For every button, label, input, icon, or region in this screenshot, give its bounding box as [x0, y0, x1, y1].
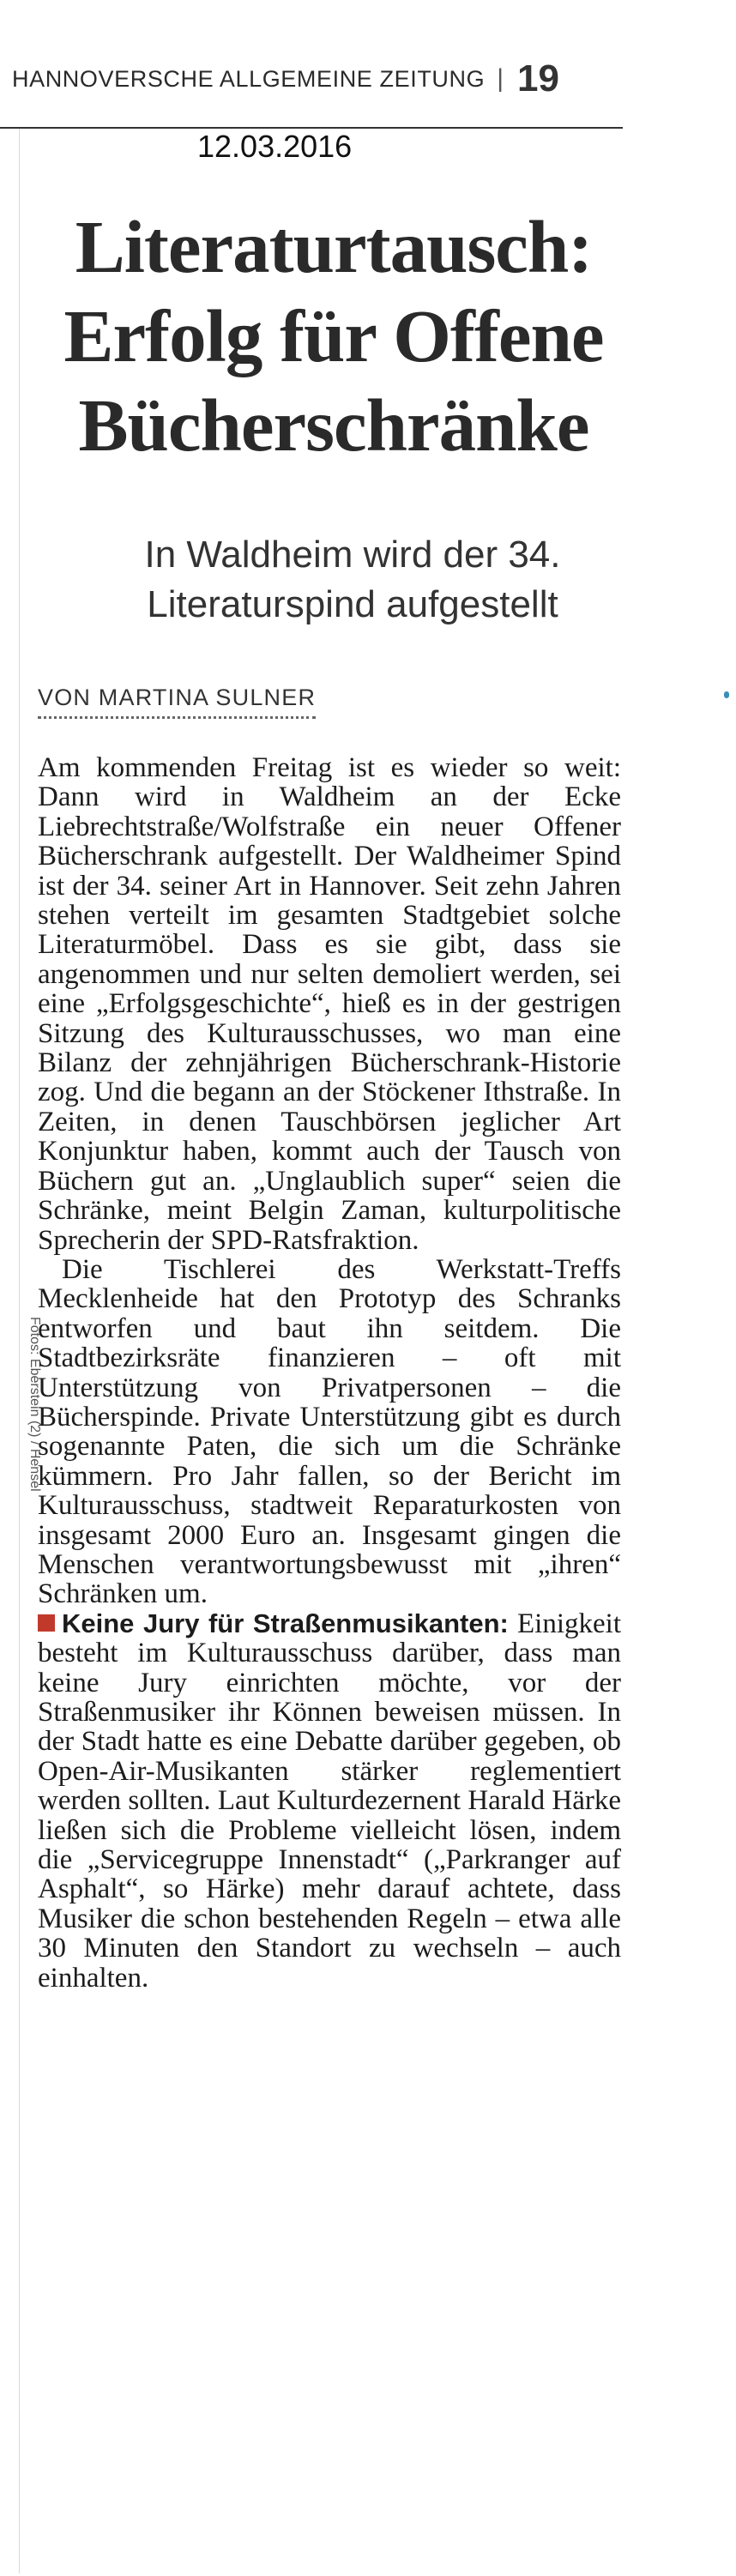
- header-separator: |: [497, 64, 504, 93]
- page-header: [12, 57, 621, 101]
- article-paragraph-1: Am kommenden Freitag ist es wieder so weit: Dann wird in Waldheim an der Ecke Liebrechtstraße/Wolfstraße ein neuer Offener Bücherschrank aufgestellt. Der Waldheimer Spind ist der 34. seiner Art in Hannover. Seit zehn Jahren stehen verteilt im gesamten Stadtgebiet solche Literaturmöbel. Dass es sie gibt, dass sie angenommen und nur selten demoliert werden, sei eine „Erfolgsgeschichte“, hieß es in der gestrigen Sitzung des Kulturausschusses, wo man eine Bilanz der zehnjährigen Bücherschrank-Historie zog. Und die begann an der Stöckener Ithstraße. In Zeiten, in denen Tauschbörsen jeglicher Art Konjunktur haben, kommt auch der Tausch von Büchern gut an. „Unglaublich super“ seien die Schränke, meint Belgin Zaman, kulturpolitische Sprecherin der SPD-Ratsfraktion.: [38, 752, 621, 1256]
- section-marker-icon: [38, 1614, 55, 1632]
- article-subheadline: In Waldheim wird der 34. Literaturspind aufgestellt: [144, 534, 561, 625]
- page-number: 19: [517, 57, 559, 100]
- newspaper-name: HANNOVERSCHE ALLGEMEINE ZEITUNG: [12, 65, 486, 92]
- article-byline: VON MARTINA SULNER: [38, 685, 316, 719]
- article-body: [38, 753, 621, 1993]
- ink-speck: [724, 691, 729, 698]
- article-headline: Literaturtausch: Erfolg für Offene Bücherschränke: [63, 205, 604, 467]
- issue-date: 12.03.2016: [197, 129, 353, 164]
- photo-credit: Fotos: Eberstein (2) / Hensel: [27, 1317, 42, 1492]
- article-paragraph-2: Die Tischlerei des Werkstatt-Treffs Mecklenheide hat den Prototyp des Schranks entworfen und baut ihn seitdem. Die Stadtbezirksräte finanzieren – oft mit Unterstützung von Privatpersonen – die Bücherspinde. Private Unterstützung gibt es durch sogenannte Paten, die sich um die Schränke kümmern. Pro Jahr fallen, so der Bericht im Kulturausschuss, stadtweit Reparaturkosten von insgesamt 2000 Euro an. Insgesamt gingen die Menschen verantwortungsbewusst mit „ihren“ Schränken um.: [38, 1253, 621, 1610]
- article-section-paragraph: [38, 1609, 621, 1993]
- section-text: Einigkeit besteht im Kulturausschuss darüber, dass man keine Jury einrichten möchte, vor der Straßenmusiker ihr Können beweisen müssen. In der Stadt hatte es eine Debatte darüber gegeben, ob Open-Air-Musikanten stärker reglementiert werden sollten. Laut Kulturdezernent Harald Härke ließen sich die Probleme vielleicht lösen, indem die „Servicegruppe Innenstadt“ („Parkranger auf Asphalt“, so Härke) mehr darauf achtete, dass Musiker die schon bestehenden Regeln – etwa alle 30 Minuten den Standort zu wechseln – auch einhalten.: [38, 1608, 621, 1994]
- column-divider: [19, 129, 20, 2573]
- section-lead: Keine Jury für Straßenmusikanten:: [62, 1608, 509, 1638]
